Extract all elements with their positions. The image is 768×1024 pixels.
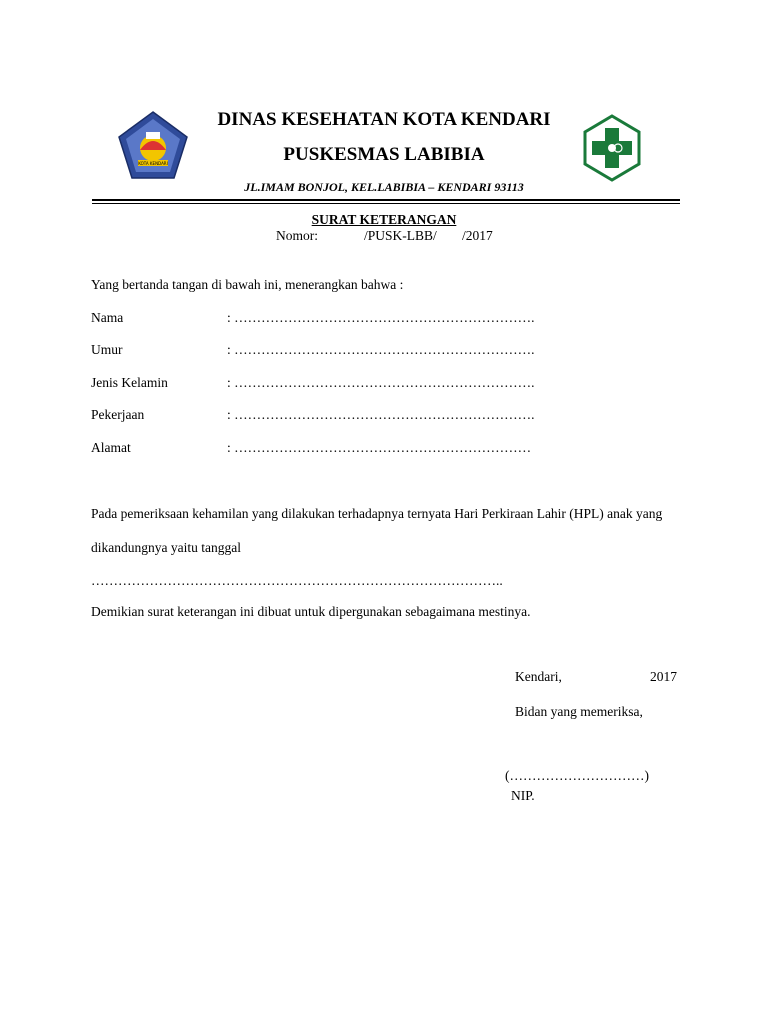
field-label-pekerjaan: Pekerjaan: [91, 407, 145, 422]
field-label-umur: Umur: [91, 342, 123, 357]
field-value-nama: : ………………………………………………………….: [227, 310, 535, 325]
letter-number-label: Nomor:: [276, 228, 318, 243]
header-divider-thick: [92, 199, 680, 201]
header-puskesmas: PUSKESMAS LABIBIA: [283, 144, 485, 165]
field-value-jenis-kelamin: : ………………………………………………………….: [227, 375, 535, 390]
closing-statement: Demikian surat keterangan ini dibuat untuk dipergunakan sebagaimana mestinya.: [91, 604, 531, 619]
hpl-date-dots: ………………………………………………………………………………..: [91, 573, 503, 588]
letter-number-code: /PUSK-LBB/: [364, 228, 437, 243]
signature-year: 2017: [650, 669, 677, 684]
field-value-pekerjaan: : ………………………………………………………….: [227, 407, 535, 422]
field-label-jenis-kelamin: Jenis Kelamin: [91, 375, 168, 390]
field-label-alamat: Alamat: [91, 440, 131, 455]
field-value-alamat: : …………………………………………………………: [227, 440, 532, 455]
field-value-umur: : ………………………………………………………….: [227, 342, 535, 357]
header-address: JL.IMAM BONJOL, KEL.LABIBIA – KENDARI 93113: [244, 180, 524, 194]
hpl-paragraph-line2: dikandungnya yaitu tanggal: [91, 540, 241, 555]
logo-ribbon-text: KOTA KENDARI: [138, 161, 168, 166]
letter-title: SURAT KETERANGAN: [311, 212, 457, 227]
field-label-nama: Nama: [91, 310, 124, 325]
header-institution: DINAS KESEHATAN KOTA KENDARI: [217, 109, 551, 130]
signature-nip-label: NIP.: [511, 788, 535, 803]
letter-number-year: /2017: [462, 228, 493, 243]
header-divider-thin: [92, 203, 680, 204]
intro-text: Yang bertanda tangan di bawah ini, menerangkan bahwa :: [91, 277, 404, 292]
signature-place: Kendari,: [515, 669, 562, 684]
hpl-paragraph-line1: Pada pemeriksaan kehamilan yang dilakukan terhadapnya ternyata Hari Perkiraan Lahir (HPL) anak yang: [91, 506, 663, 521]
signature-role: Bidan yang memeriksa,: [515, 704, 643, 719]
signature-name-placeholder: (…………………………): [505, 768, 649, 783]
